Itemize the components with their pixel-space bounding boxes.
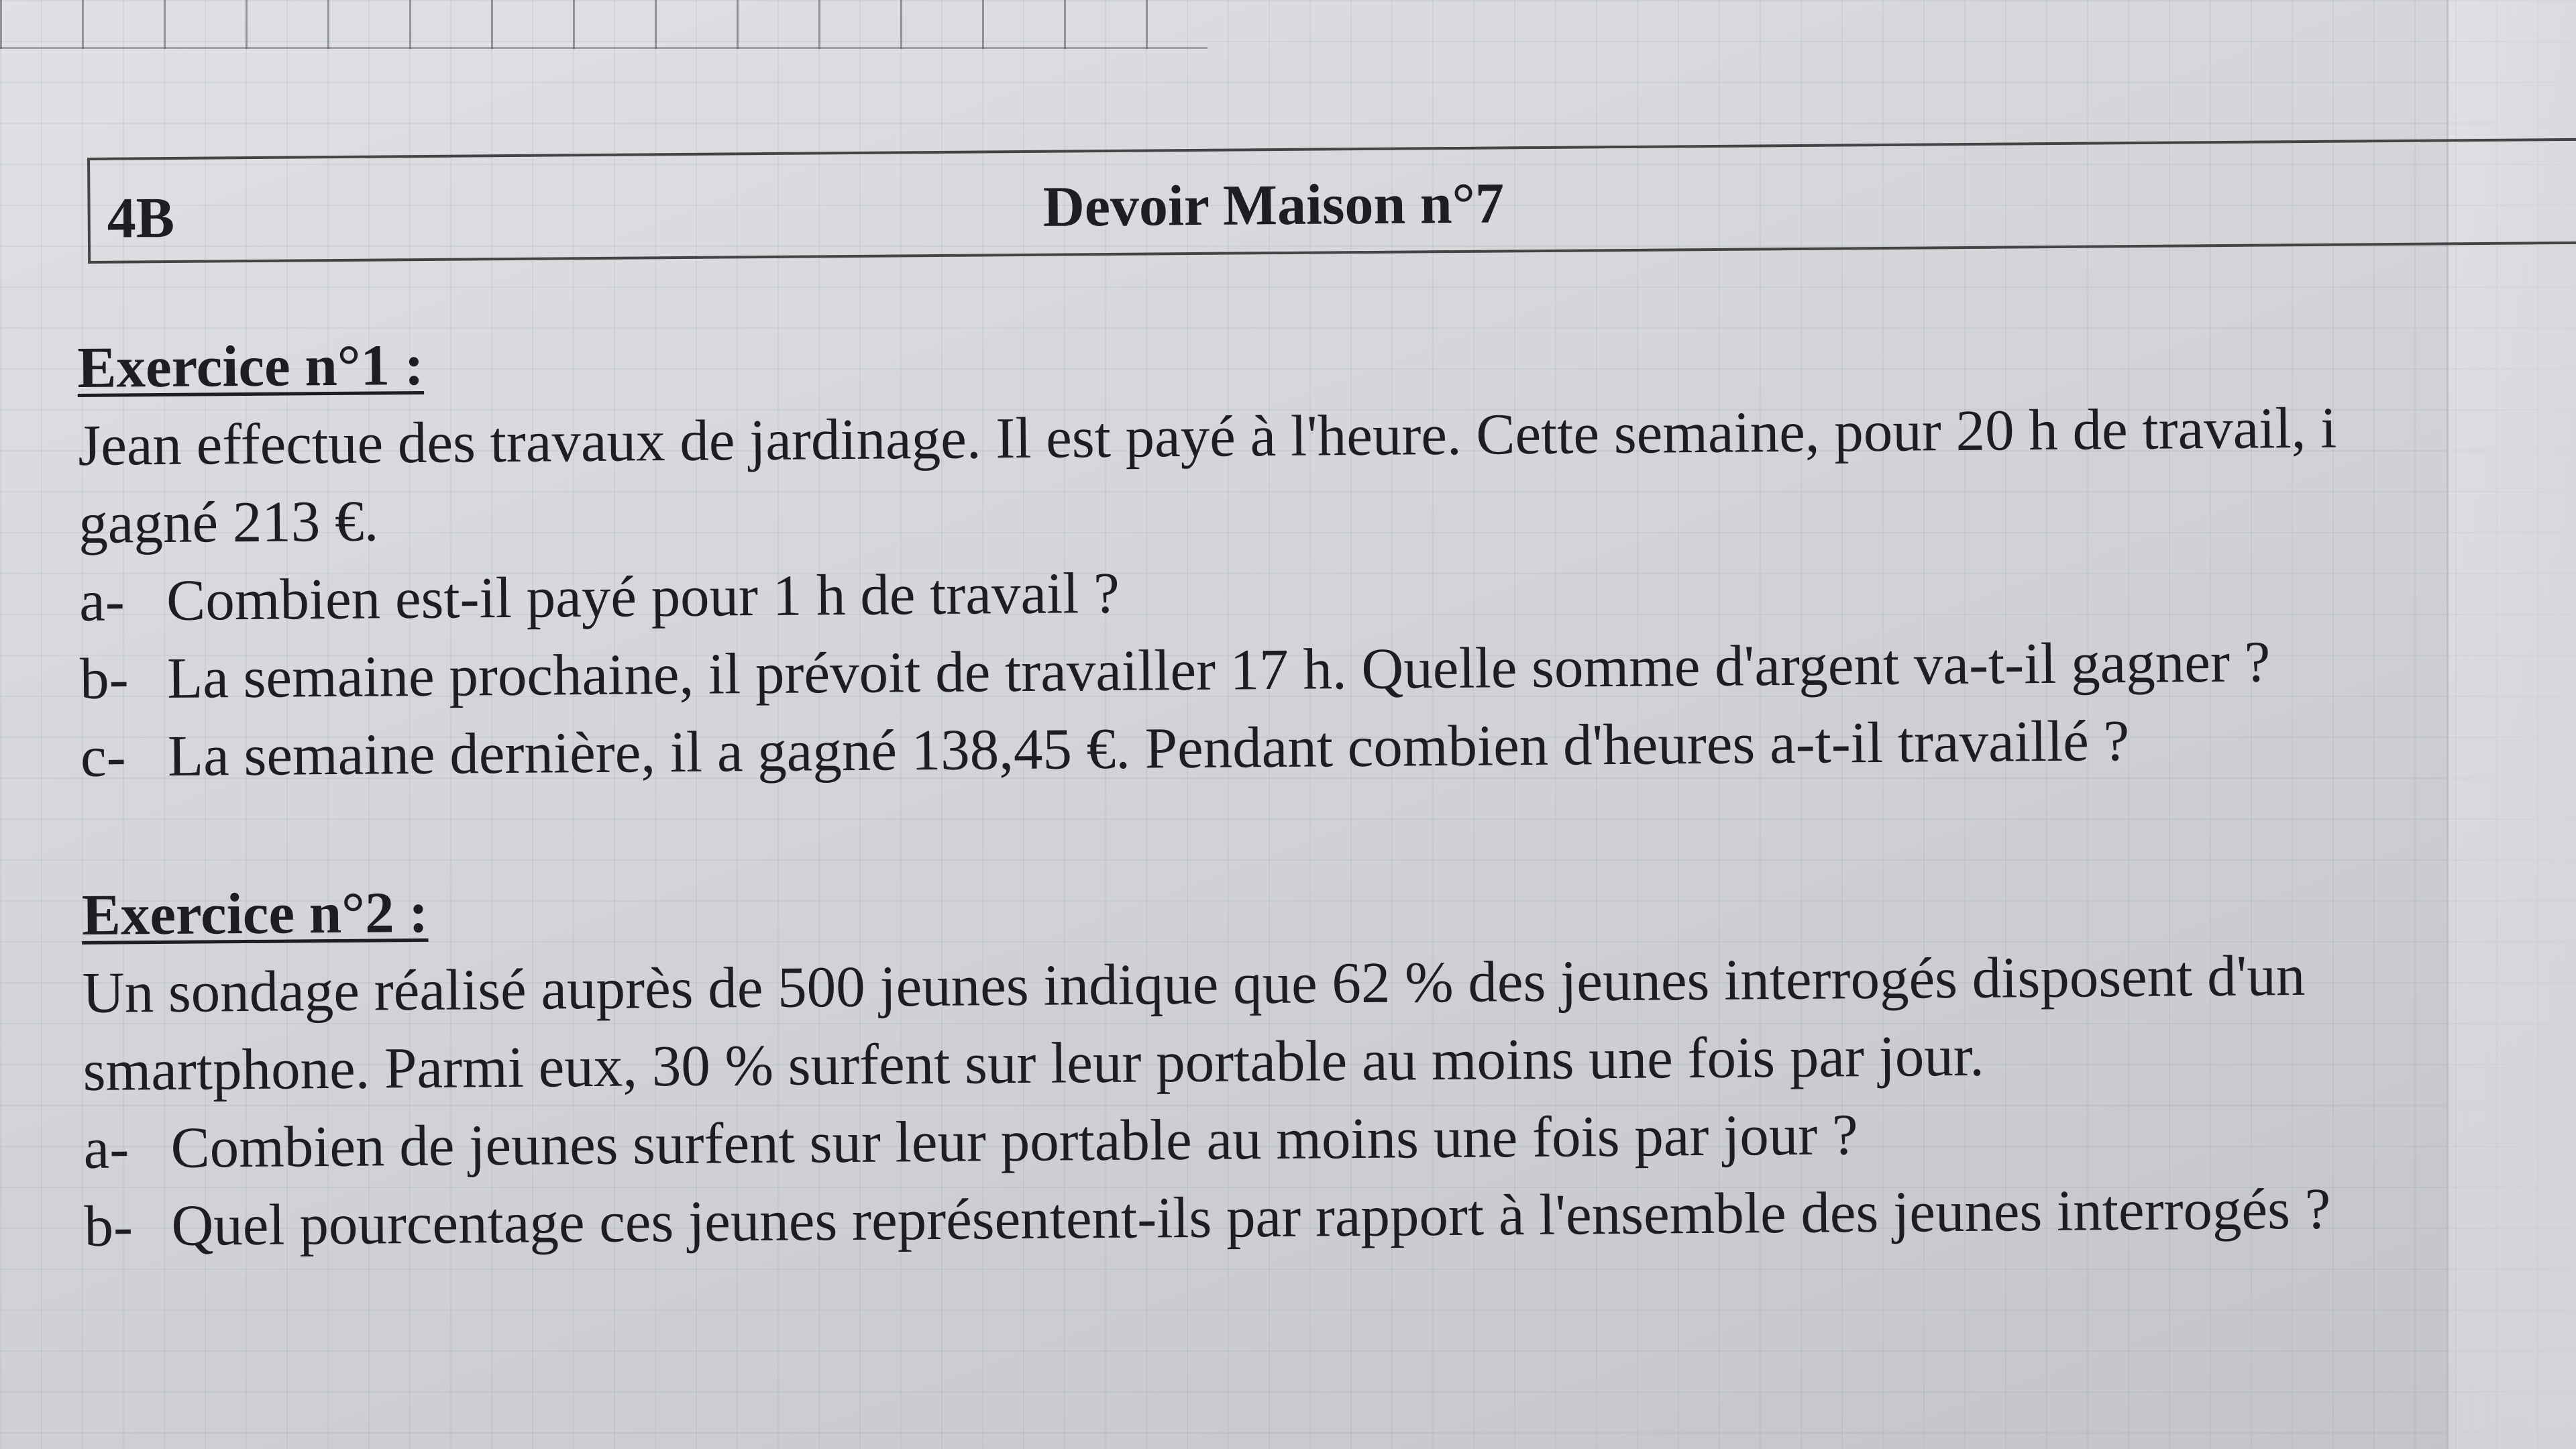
- exercise-2-intro-line-2: smartphone. Parmi eux, 30 % surfent sur leur portable au moins une fois par jour.: [83, 1022, 1985, 1103]
- question-text: La semaine dernière, il a gagné 138,45 €. Pendant combien d'heures a-t-il travaillé ?: [167, 707, 2130, 788]
- question-marker: c-: [80, 723, 126, 789]
- question-text: Combien de jeunes surfent sur leur portable au moins une fois par jour ?: [170, 1102, 1859, 1180]
- question-text: Combien est-il payé pour 1 h de travail ?: [166, 559, 1120, 633]
- header-box: [87, 138, 2576, 264]
- class-label: 4B: [107, 184, 175, 250]
- exercise-2-title: Exercice n°2 :: [81, 879, 429, 947]
- exercise-2: [81, 857, 2576, 1265]
- document-title: Devoir Maison n°7: [1042, 170, 1505, 239]
- document-body: [77, 309, 2576, 1265]
- question-text: La semaine prochaine, il prévoit de travailler 17 h. Quelle somme d'argent va-t-il gagner ?: [166, 629, 2271, 710]
- question-marker: a-: [83, 1115, 129, 1181]
- grid-ruler-marks: [0, 0, 1208, 49]
- exercise-1-intro-line-1: Jean effectue des travaux de jardinage. Il est payé à l'heure. Cette semaine, pour 20 h de travail, i: [77, 394, 2337, 478]
- exercise-1-intro-line-2: gagné 213 €.: [78, 488, 379, 555]
- question-marker: b-: [84, 1193, 133, 1258]
- question-text: Quel pourcentage ces jeunes représentent-ils par rapport à l'ensemble des jeunes interrogés ?: [171, 1175, 2331, 1258]
- exercise-2-intro-line-1: Un sondage réalisé auprès de 500 jeunes indique que 62 % des jeunes interrogés disposent d'un: [82, 942, 2306, 1025]
- exercise-1-title: Exercice n°1 :: [77, 331, 425, 400]
- question-marker: b-: [79, 645, 129, 711]
- question-marker: a-: [78, 568, 125, 633]
- exercise-1: [77, 309, 2576, 796]
